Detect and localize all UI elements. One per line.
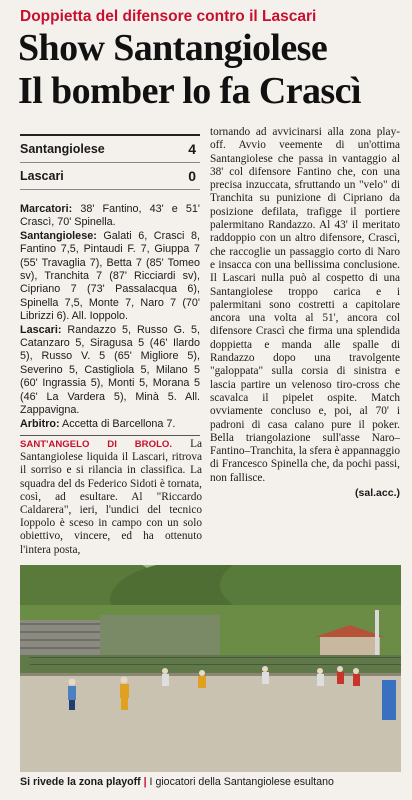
scorers xyxy=(20,203,200,230)
scoreboard xyxy=(20,134,200,190)
referee-label: Arbitro: xyxy=(20,417,60,430)
kicker: Doppietta del difensore contro il Lascari xyxy=(20,8,317,25)
referee-text: Accetta di Barcellona 7. xyxy=(59,417,176,430)
home-lineup xyxy=(20,230,200,324)
headline-line-1: Show Santangiolese xyxy=(18,27,328,69)
headline xyxy=(18,27,403,113)
match-photo xyxy=(20,565,401,772)
scorers-text: 38' Fantino, 43' e 51' Crascì, 70' Spinella. xyxy=(20,203,200,229)
score-row-home xyxy=(20,134,200,163)
caption-title: Si rivede la zona playoff xyxy=(20,776,141,788)
home-lineup-text: Galati 6, Crasci 8, Fantino 7,5, Pintaudi F. 7, Giuppa 7 (55' Travaglia 7), Betta 7 (85' Tomeo sv), Tranchita 7 (87' Ricciardi sv), Cipriano 7 (73' Passalacqua 6), Spinella 7,5, Monte 7, Naro 7 (70' Librizzi 6). All. Ioppolo. xyxy=(20,229,200,323)
article-signature: (sal.acc.) xyxy=(355,487,400,500)
article-column-left xyxy=(20,438,202,557)
away-lineup-label: Lascari: xyxy=(20,323,62,336)
scorers-label: Marcatori: xyxy=(20,203,73,215)
article-text-left: La Santangiolese liquida il Lascari, ritrova il sorriso e si rilancia in classifica. La squadra del ds Federico Sidoti è tornata, così, ad esultare. Al "Riccardo Caldarera", ieri, l'undici del tecnico Ioppolo è sceso in campo con un solo obiettivo, vincere, ed ha ottenuto l'intera posta, xyxy=(20,438,202,556)
referee xyxy=(20,418,200,431)
headline-line-2: Il bomber lo fa Crascì xyxy=(18,70,361,112)
home-score: 4 xyxy=(188,141,196,157)
article-location: SANT'ANGELO DI BROLO. xyxy=(20,439,173,450)
divider xyxy=(20,435,200,436)
home-lineup-label: Santangiolese: xyxy=(20,229,97,242)
caption-separator: | xyxy=(143,776,147,788)
away-lineup xyxy=(20,324,200,418)
home-team: Santangiolese xyxy=(20,142,105,156)
score-row-away xyxy=(20,163,200,190)
football-field-image xyxy=(20,565,401,772)
match-details xyxy=(20,203,200,431)
article-text-right: tornando ad avvicinarsi alla zona play-off. Avvio veemente di un'ottima Santangiolese che passa in vantaggio al 38' col difensore Fantino che, con una precisa inzuccata, sfruttando un "velo" di Tranchita su punizione di Cipriano da posizione defilata, trafigge il portiere palermitano Randazzo. Al 43' il meritato raddoppio con un altro difensore, Crascì, che raccoglie un passaggio corto di Naro e insacca con una bellissima conclusione. Il Lascari nulla può al cospetto di una Santangiolese troppo carica e i palermitani sono costretti a capitolare ancora una volta al 51', ancora col difensore Crascì che firma una splendida doppietta e manda alle spalle di Randazzo dopo una travolgente "galoppata" sulla corsia di sinistra e lascia partire un velenoso tiro-cross che scavalca il pipelet ospite. Match ovviamente concluso e, poi, al 70' i padroni di casa calano pure il poker. Bella triangolazione sull'asse Naro–Fantino–Tranchita, la sfera è appannaggio di Francesco Spinella che, da pochi passi, non fallisce. xyxy=(210,126,401,484)
article-column-right xyxy=(210,126,400,500)
photo-caption xyxy=(20,776,405,788)
caption-text: I giocatori della Santangiolese esultano xyxy=(146,776,334,788)
away-lineup-text: Randazzo 5, Russo G. 5, Catanzaro 5, Siragusa 5 (46' Ilardo 5), Russo V. 5 (65' Migliore 5), Severino 5, Castigliola 5, Milano 5 (60' Ingrassia 5), Monti 5, Morana 5 (46' La Vardera 5), Minà 5. All. Zappavigna. xyxy=(20,323,200,417)
away-score: 0 xyxy=(188,168,196,184)
away-team: Lascari xyxy=(20,169,64,183)
